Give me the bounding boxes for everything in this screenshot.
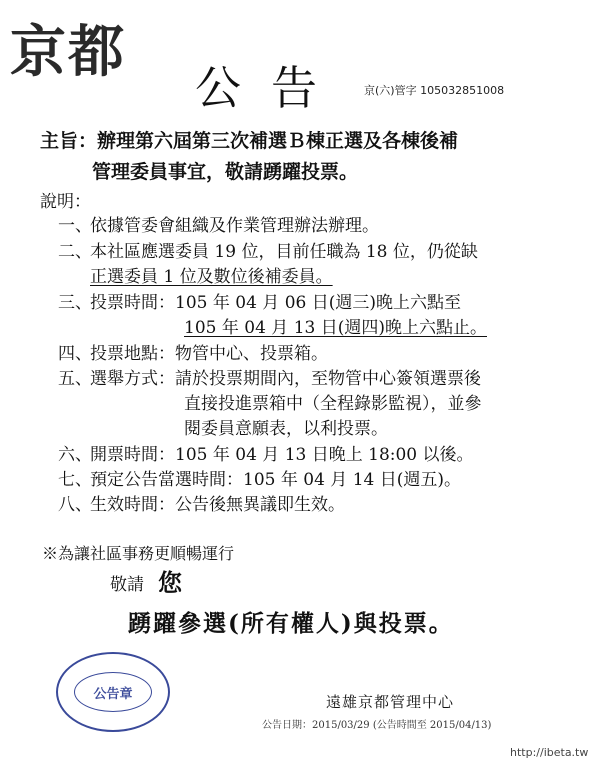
item-5-number: 五、: [58, 369, 92, 389]
item-3-number: 三、: [58, 293, 92, 313]
item-8-number: 八、: [58, 495, 92, 515]
item-7-line-1: 預定公告當選時間：105 年 04 月 14 日(週五)。: [90, 470, 461, 490]
item-2-line-1: 本社區應選委員 19 位，目前任職為 18 位，仍從缺: [90, 242, 478, 262]
item-2-number: 二、: [58, 242, 92, 262]
item-1-number: 一、: [58, 216, 92, 236]
item-6-number: 六、: [58, 445, 92, 465]
item-5-line-3: 閱委員意願表，以利投票。: [184, 419, 388, 439]
item-5-line-1: 選舉方式：請於投票期間內，至物管中心簽領選票後: [90, 369, 481, 389]
subject-line-2: 管理委員事宜，敬請踴躍投票。: [92, 161, 359, 183]
seal-center-text: 公告章: [74, 672, 152, 712]
item-3-line-1: 投票時間：105 年 04 月 06 日(週三)晚上六點至: [90, 293, 461, 313]
notice-title: 公告: [195, 61, 347, 115]
subject-line-1: [40, 126, 458, 153]
announcement-date: 公告日期：2015/03/29 (公告時間至 2015/04/13): [262, 720, 492, 731]
item-4-line-1: 投票地點：物管中心、投票箱。: [90, 344, 328, 364]
you-text: 您: [158, 568, 182, 597]
logo-text: 京都: [10, 19, 126, 85]
item-6-line-1: 開票時間：105 年 04 月 13 日晚上 18:00 以後。: [90, 445, 474, 465]
watermark: http://ibeta.tw: [510, 746, 589, 759]
item-3-line-2: 105 年 04 月 13 日(週四)晚上六點止。: [184, 318, 487, 338]
official-seal: [56, 652, 170, 732]
item-7-number: 七、: [58, 470, 92, 490]
item-5-line-2: 直接投進票箱中（全程錄影監視），並參: [184, 394, 482, 414]
note-line: ※為讓社區事務更順暢運行: [42, 544, 235, 563]
item-1-line-1: 依據管委會組織及作業管理辦法辦理。: [90, 216, 379, 236]
explain-label: 說明：: [40, 192, 91, 212]
organization-name: 遠雄京都管理中心: [326, 693, 455, 711]
document-number: 京(六)管字 105032851008: [364, 84, 505, 97]
please-text: 敬請: [110, 575, 144, 595]
slogan-text: 踴躍參選(所有權人)與投票。: [128, 610, 454, 637]
item-8-line-1: 生效時間：公告後無異議即生效。: [90, 495, 345, 515]
item-2-line-2: 正選委員 1 位及數位後補委員。: [90, 267, 333, 287]
subject-text-1: 辦理第六屆第三次補選Ｂ棟正選及各棟後補: [97, 130, 459, 152]
subject-label: 主旨：: [40, 130, 98, 152]
item-4-number: 四、: [58, 344, 92, 364]
